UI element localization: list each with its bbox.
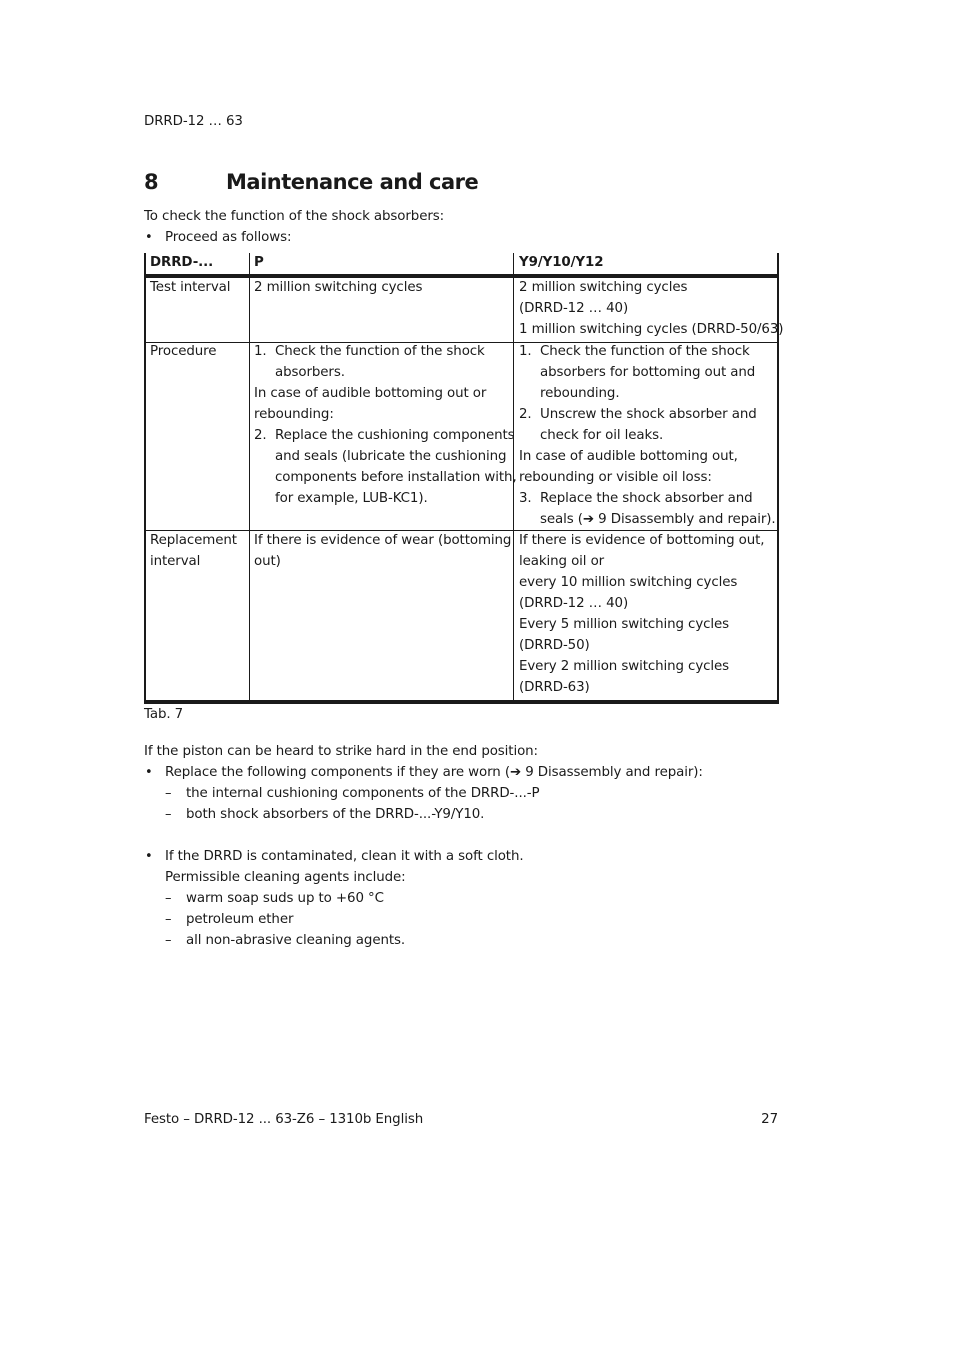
table-row-label: Replacement interval	[150, 533, 237, 569]
dash-icon: –	[165, 912, 172, 927]
table-row-label: Test interval	[150, 280, 231, 295]
dash-icon: –	[165, 807, 172, 822]
piston-bullet-text: Replace the following components if they are worn (➔ 9 Disassembly and repair):	[165, 765, 703, 780]
intro-bullet-text: Proceed as follows:	[165, 230, 292, 245]
table-cell-p: 1. Check the function of the shock absorbers. In case of audible bottoming out or rebounding: 2. Replace the cushioning components and seals (lubricate the cushioning components before installation with, for example, LUB-KC1).	[254, 341, 517, 509]
list-item: 2. Replace the cushioning components and seals (lubricate the cushioning components before installation with, for example, LUB-KC1).	[254, 428, 517, 506]
table-cell-p: 2 million switching cycles	[254, 280, 423, 295]
table-header-cell: P	[254, 255, 264, 270]
list-item: 2. Unscrew the shock absorber and check for oil leaks.	[519, 407, 757, 443]
section-number: 8	[144, 170, 159, 194]
dash-icon: –	[165, 786, 172, 801]
dash-icon: –	[165, 891, 172, 906]
list-item: petroleum ether	[186, 912, 294, 927]
table-border-left	[144, 253, 146, 704]
dash-icon: –	[165, 933, 172, 948]
page-number: 27	[761, 1112, 778, 1127]
running-header: DRRD-12 … 63	[144, 114, 243, 129]
bullet-icon: •	[145, 230, 153, 245]
list-item: warm soap suds up to +60 °C	[186, 891, 384, 906]
table-row-label: Procedure	[150, 344, 217, 359]
table-header-cell: DRRD-...	[150, 255, 214, 270]
list-item: 3. Replace the shock absorber and seals (➔ 9 Disassembly and repair).	[519, 491, 776, 527]
bullet-icon: •	[145, 849, 153, 864]
list-item: 1. Check the function of the shock absorbers for bottoming out and rebounding.	[519, 344, 756, 401]
piston-text: If the piston can be heard to strike hard in the end position:	[144, 744, 538, 759]
table-column-divider	[249, 253, 250, 702]
table-cell-y: If there is evidence of bottoming out, leaking oil or every 10 million switching cycles (DRRD-12 … 40) Every 5 million switching cycles (DRRD-50) Every 2 million switching cycles (DRRD-63)	[519, 533, 765, 695]
section-title: Maintenance and care	[226, 170, 479, 194]
list-item: all non-abrasive cleaning agents.	[186, 933, 406, 948]
table-bottom-rule	[144, 700, 779, 704]
table-caption: Tab. 7	[144, 707, 184, 722]
intro-text: To check the function of the shock absorbers:	[144, 209, 445, 224]
list-item: the internal cushioning components of the DRRD-...-P	[186, 786, 540, 801]
table-cell-y: 2 million switching cycles (DRRD-12 … 40) 1 million switching cycles (DRRD-50/63)	[519, 280, 784, 337]
cleaning-bullet-text: If the DRRD is contaminated, clean it with a soft cloth.	[165, 849, 524, 864]
table-header-cell: Y9/Y10/Y12	[519, 255, 604, 270]
list-item: 1. Check the function of the shock absorbers.	[254, 344, 485, 380]
footer-text: Festo – DRRD-12 ... 63-Z6 – 1310b English	[144, 1112, 424, 1127]
cleaning-subtext: Permissible cleaning agents include:	[165, 870, 406, 885]
table-cell-p: If there is evidence of wear (bottoming out)	[254, 533, 512, 569]
maintenance-table	[144, 253, 784, 704]
table-cell-y: 1. Check the function of the shock absorbers for bottoming out and rebounding. 2. Unscrew the shock absorber and check for oil leaks. In case of audible bottoming out, rebounding or visible oil loss: 3. Replace the shock absorber and seals (➔ 9 Disassembly and repair).	[519, 341, 776, 530]
bullet-icon: •	[145, 765, 153, 780]
list-item: both shock absorbers of the DRRD-...-Y9/Y10.	[186, 807, 485, 822]
